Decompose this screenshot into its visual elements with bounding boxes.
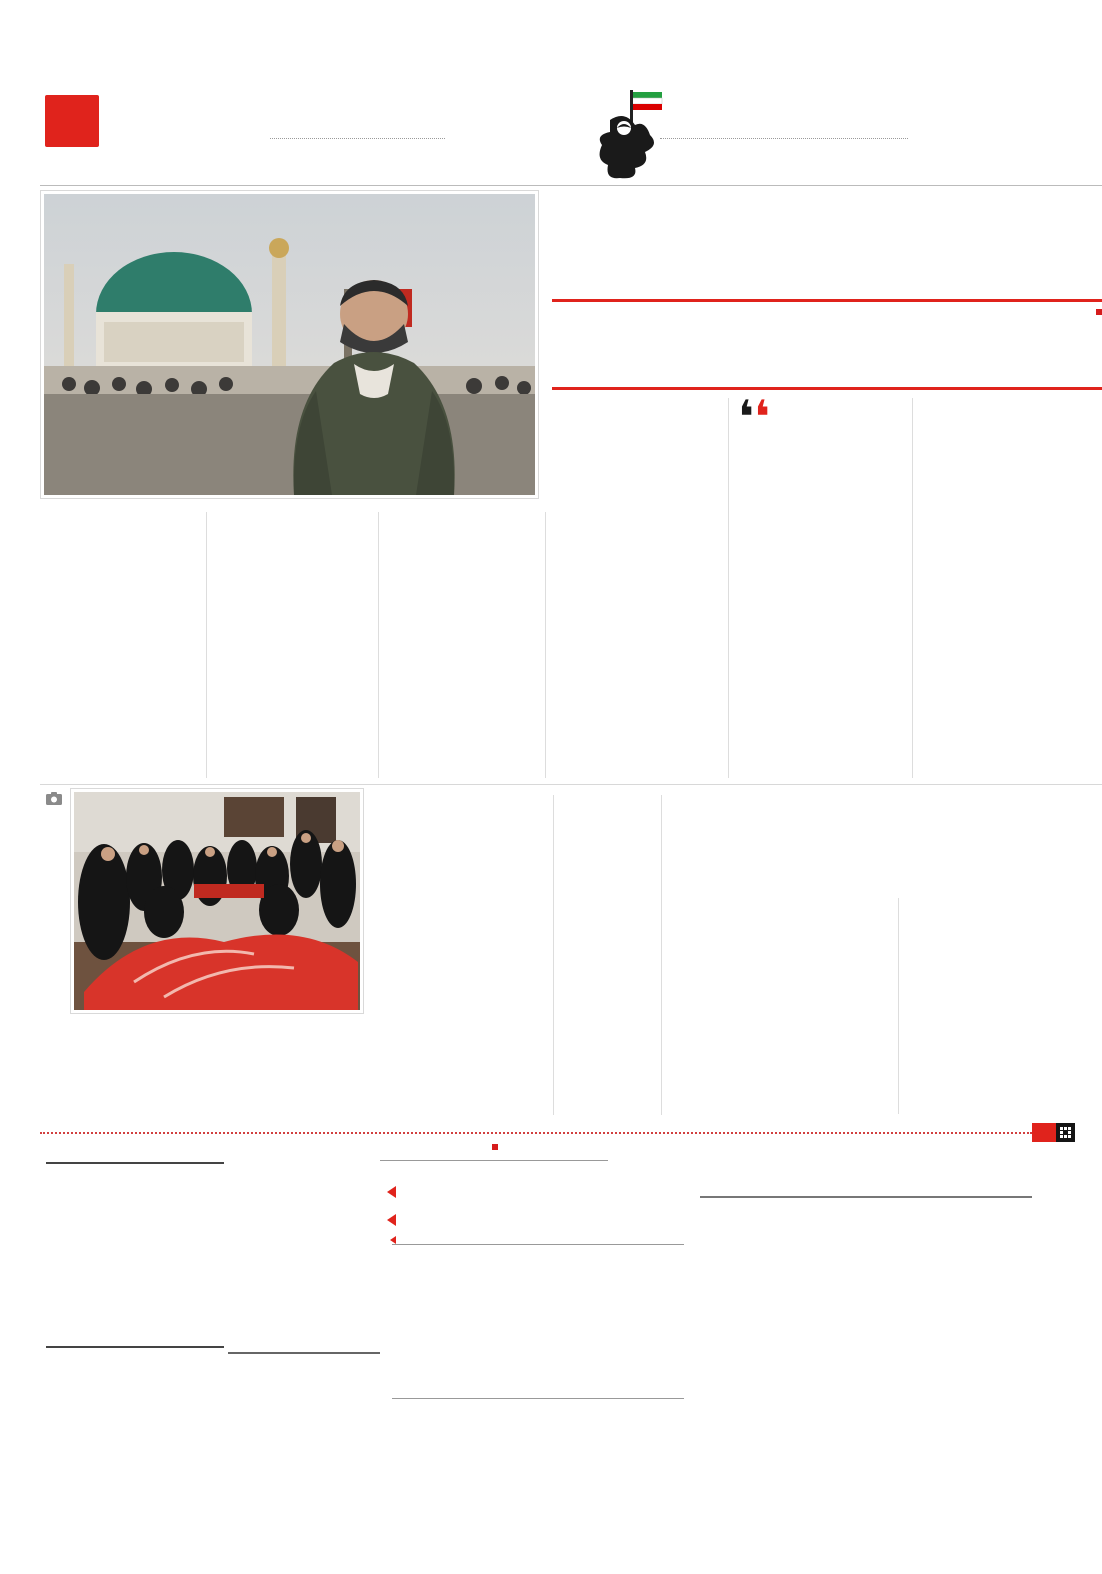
article2-column-5 (222, 1020, 362, 1115)
column-divider (661, 795, 662, 1115)
column-divider (553, 795, 554, 1115)
article1-column-6 (40, 508, 198, 780)
masthead-bottom-rule (40, 185, 1102, 186)
designer-rule (380, 1160, 608, 1161)
article1-column-4 (386, 508, 538, 780)
article-separator (40, 784, 1102, 785)
quote-marks-icon: ❛❛ (738, 396, 770, 444)
article1-red-rule-top (552, 299, 1102, 302)
pull-quote (738, 396, 904, 444)
answer-crossword-grid (228, 1352, 380, 1354)
article1-byline (552, 306, 1102, 317)
article1-column-3 (552, 396, 722, 780)
grid-icon (1056, 1123, 1075, 1142)
red-triangle-icon (387, 1186, 396, 1198)
column-divider (898, 898, 899, 1114)
red-triangle-icon (387, 1214, 396, 1226)
clues-across (392, 1244, 684, 1392)
article2-column-4 (372, 792, 547, 1116)
puzzle-tab (1032, 1123, 1075, 1142)
answer-label-row (238, 1236, 396, 1244)
women-photo-illustration (74, 792, 360, 1010)
crossword-grid (700, 1196, 1032, 1198)
article1-column-2 (736, 396, 906, 780)
sudoku-solution-grid (46, 1346, 224, 1348)
photo-martyr-mosque (40, 190, 539, 499)
article1-lead (552, 320, 1102, 382)
designer-credit (385, 1142, 605, 1152)
column-divider (378, 512, 379, 778)
photo2-credit-strip (44, 790, 64, 963)
camera-icon (46, 792, 62, 805)
masthead-dotted-rule-left (270, 138, 445, 139)
column-divider (545, 512, 546, 778)
article1-column-5 (213, 508, 371, 780)
article1-red-rule-bottom (552, 387, 1102, 390)
puzzle-section-divider (40, 1132, 1032, 1134)
column-divider (206, 512, 207, 778)
sudoku-grid (46, 1162, 224, 1164)
article1-header (552, 192, 1102, 200)
masthead (0, 90, 1102, 185)
article2-column-6 (70, 1020, 214, 1115)
article2-column-3 (560, 792, 655, 1116)
soldier-illustration (590, 90, 670, 182)
article2-column-2 (668, 898, 892, 1116)
brand (440, 90, 670, 185)
masthead-dotted-rule-right (660, 138, 908, 139)
puzzle-tab-label (1032, 1123, 1056, 1142)
column-divider (728, 398, 729, 778)
crossword-title-row (238, 1214, 396, 1226)
article1-column-1 (920, 396, 1102, 780)
sudoku-header-block (238, 1186, 396, 1244)
byline-bullet (1096, 309, 1102, 315)
column-divider (912, 398, 913, 778)
article2-column-1 (905, 884, 1102, 1116)
sudoku-title-row (238, 1186, 396, 1198)
clues-down (392, 1398, 684, 1563)
mosque-photo-illustration (44, 194, 535, 495)
photo-women-flag (70, 788, 364, 1014)
red-triangle-small-icon (390, 1236, 396, 1244)
javan-logo (45, 95, 99, 147)
designer-bullet (492, 1144, 498, 1150)
